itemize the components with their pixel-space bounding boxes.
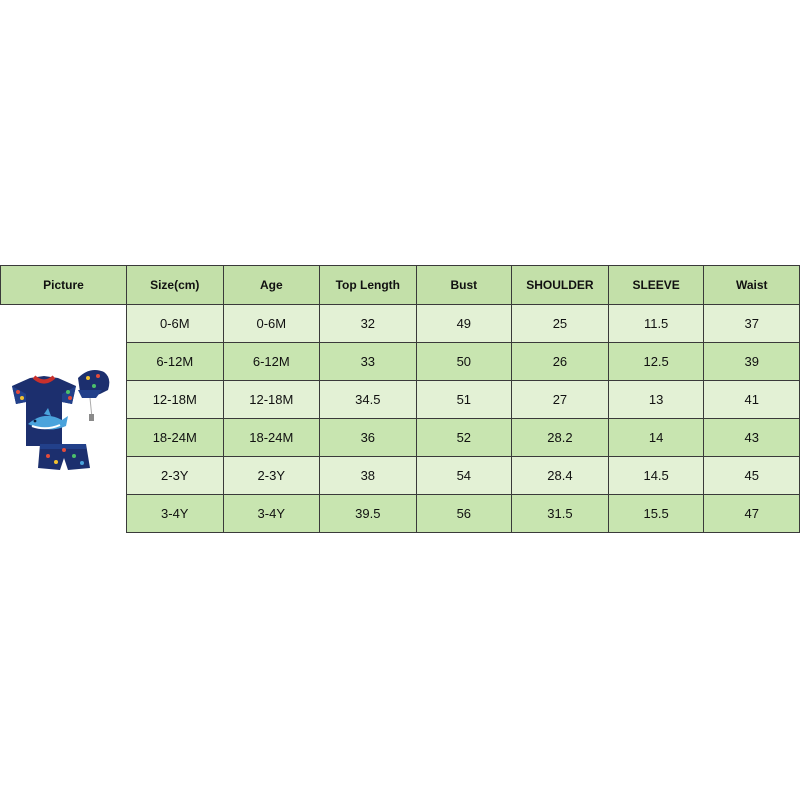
cell-shoulder: 31.5: [512, 495, 609, 533]
cell-size: 0-6M: [126, 305, 223, 343]
header-sleeve: SLEEVE: [608, 266, 704, 305]
header-waist: Waist: [704, 266, 800, 305]
cell-top-length: 34.5: [320, 381, 417, 419]
header-shoulder: SHOULDER: [512, 266, 609, 305]
cell-shoulder: 28.4: [512, 457, 609, 495]
cell-waist: 45: [704, 457, 800, 495]
cell-age: 3-4Y: [223, 495, 319, 533]
cell-bust: 50: [416, 343, 511, 381]
header-top-length: Top Length: [320, 266, 417, 305]
cell-waist: 47: [704, 495, 800, 533]
cell-waist: 43: [704, 419, 800, 457]
product-picture-cell: [1, 305, 127, 533]
cell-shoulder: 26: [512, 343, 609, 381]
cell-bust: 54: [416, 457, 511, 495]
cell-top-length: 38: [320, 457, 417, 495]
swimsuit-set-icon: [4, 364, 122, 474]
cell-bust: 51: [416, 381, 511, 419]
cell-waist: 39: [704, 343, 800, 381]
cell-top-length: 36: [320, 419, 417, 457]
cell-age: 2-3Y: [223, 457, 319, 495]
cell-shoulder: 28.2: [512, 419, 609, 457]
cell-bust: 49: [416, 305, 511, 343]
cell-top-length: 39.5: [320, 495, 417, 533]
cell-waist: 37: [704, 305, 800, 343]
cell-sleeve: 13: [608, 381, 704, 419]
cell-size: 18-24M: [126, 419, 223, 457]
cell-top-length: 33: [320, 343, 417, 381]
cell-size: 12-18M: [126, 381, 223, 419]
header-bust: Bust: [416, 266, 511, 305]
header-size: Size(cm): [126, 266, 223, 305]
size-chart-table: [0, 265, 800, 533]
cell-size: 2-3Y: [126, 457, 223, 495]
cell-sleeve: 14: [608, 419, 704, 457]
header-row: [1, 266, 800, 305]
cell-waist: 41: [704, 381, 800, 419]
cell-sleeve: 15.5: [608, 495, 704, 533]
cell-size: 6-12M: [126, 343, 223, 381]
header-picture: Picture: [1, 266, 127, 305]
cell-sleeve: 14.5: [608, 457, 704, 495]
table-row: [1, 305, 800, 343]
cell-sleeve: 11.5: [608, 305, 704, 343]
cell-age: 18-24M: [223, 419, 319, 457]
cell-size: 3-4Y: [126, 495, 223, 533]
cell-shoulder: 27: [512, 381, 609, 419]
cell-age: 12-18M: [223, 381, 319, 419]
cell-shoulder: 25: [512, 305, 609, 343]
cell-top-length: 32: [320, 305, 417, 343]
cell-age: 6-12M: [223, 343, 319, 381]
cell-age: 0-6M: [223, 305, 319, 343]
cell-bust: 52: [416, 419, 511, 457]
header-age: Age: [223, 266, 319, 305]
cell-bust: 56: [416, 495, 511, 533]
cell-sleeve: 12.5: [608, 343, 704, 381]
